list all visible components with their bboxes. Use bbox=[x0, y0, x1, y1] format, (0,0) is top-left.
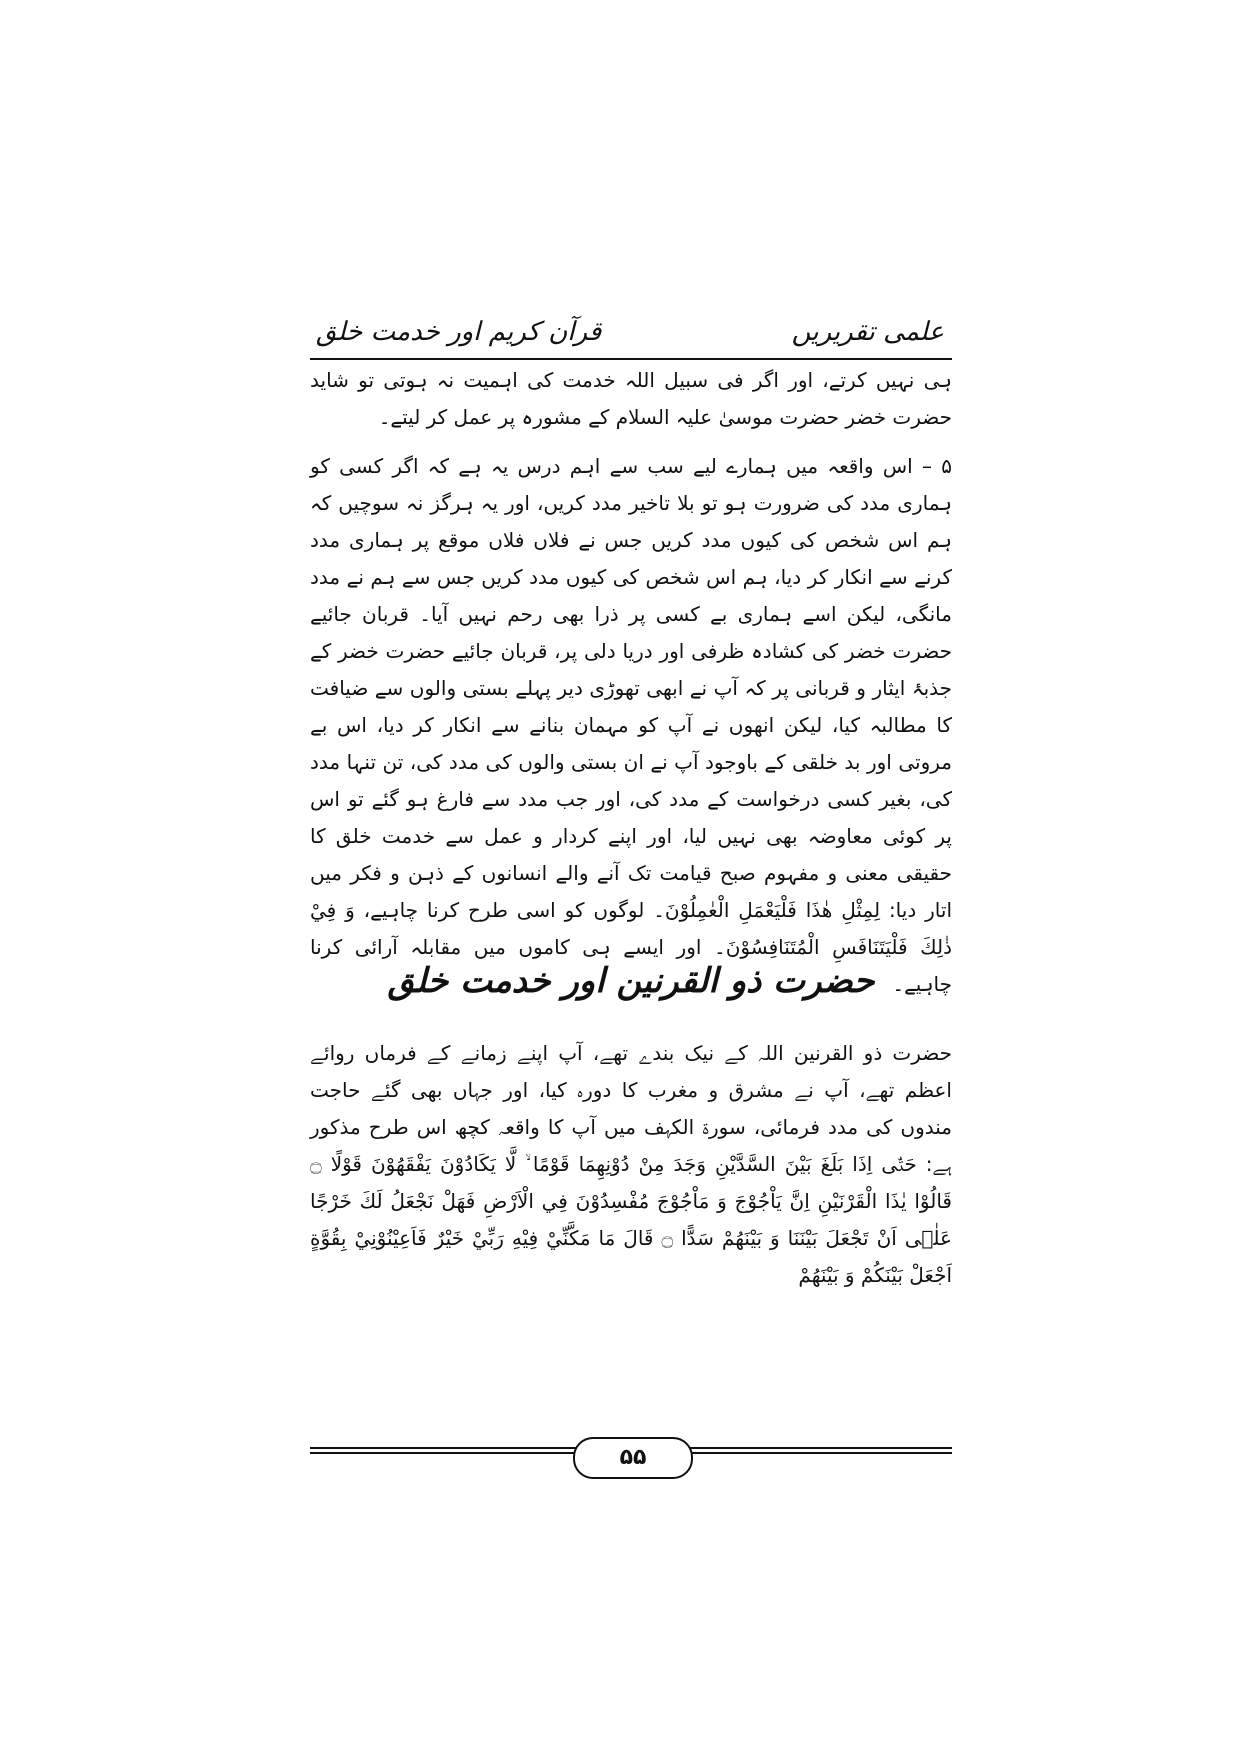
paragraph-dhul-qarnayn bbox=[310, 1035, 952, 1294]
book-title: علمی تقریریں bbox=[791, 317, 944, 347]
section-heading: حضرت ذو القرنین اور خدمت خلق bbox=[387, 961, 875, 1001]
chapter-title: قرآن کریم اور خدمت خلق bbox=[316, 317, 602, 347]
paragraph-text: ہی نہیں کرتے، اور اگر فی سبیل اللہ خدمت کی اہمیت نہ ہوتی تو شاید حضرت خضر حضرت موسیٰ علیہ السلام کے مشورہ پر عمل کر لیتے۔ bbox=[310, 368, 952, 429]
paragraph-text: ۵ – اس واقعہ میں ہمارے لیے سب سے اہم درس یہ ہے کہ اگر کسی کو ہماری مدد کی ضرورت ہو تو بلا تاخیر مدد کریں، اور یہ ہرگز نہ سوچیں کہ ہم اس شخص کی کیوں مدد کریں جس نے فلاں فلاں موقع پر ہماری مدد کرنے سے انکار کر دیا، ہم اس شخص کی کیوں مدد کریں جس سے ہم نے مدد مانگی، لیکن اسے ہماری بے کسی پر ذرا بھی رحم نہیں آیا۔ قربان جائیے حضرت خضر کی کشادہ ظرفی اور دریا دلی پر، قربان جائیے حضرت خضر کے جذبۂ ایثار و قربانی پر کہ آپ نے ابھی تھوڑی دیر پہلے بستی والوں سے ضیافت کا مطالبہ کیا، لیکن انھوں نے آپ کو مہمان بنانے سے انکار کر دیا، اس بے مروتی اور بد خلقی کے باوجود آپ نے ان بستی والوں کی مدد کی، تن تنہا مدد کی، بغیر کسی درخواست کے مدد کی، اور جب مدد سے فارغ ہو گئے تو اس پر کوئی معاوضہ بھی نہیں لیا، اور اپنے کردار و عمل سے خدمت خلق کا حقیقی معنی و مفہوم صبح قیامت تک آنے والے انسانوں کے ذہن و فکر میں اتار دیا: لِمِثْلِ هٰذَا فَلْيَعْمَلِ الْعٰمِلُوْنَ۔ لوگوں کو اسی طرح کرنا چاہیے، وَ فِيْ ذٰلِكَ فَلْيَتَنَافَسِ الْمُتَنَافِسُوْنَ۔ اور ایسے ہی کاموں میں مقابلہ آرائی کرنا چاہیے۔ bbox=[310, 454, 952, 996]
paragraph-lesson-five bbox=[310, 448, 952, 1003]
page-number: ۵۵ bbox=[573, 1437, 693, 1479]
paragraph-continuation bbox=[310, 362, 952, 436]
running-header bbox=[310, 312, 950, 356]
header-divider bbox=[310, 358, 952, 360]
paragraph-text: حضرت ذو القرنین اللہ کے نیک بندے تھے، آپ اپنے زمانے کے فرماں روائے اعظم تھے، آپ نے مشرق و مغرب کا دورہ کیا، اور جہاں بھی گئے حاجت مندوں کی مدد فرمائی، سورۃ الکہف میں آپ کا واقعہ کچھ اس طرح مذکور ہے: حَتّٰۤى اِذَا بَلَغَ بَيْنَ السَّدَّيْنِ وَجَدَ مِنْ دُوْنِهِمَا قَوْمًا ۙ لَّا يَكَادُوْنَ يَفْقَهُوْنَ قَوْلًا ۝ قَالُوْا يٰذَا الْقَرْنَيْنِ اِنَّ يَاْجُوْجَ وَ مَاْجُوْجَ مُفْسِدُوْنَ فِي الْاَرْضِ فَهَلْ نَجْعَلُ لَكَ خَرْجًا عَلٰۤى اَنْ تَجْعَلَ بَيْنَنَا وَ بَيْنَهُمْ سَدًّا ۝ قَالَ مَا مَكَّنِّيْ فِيْهِ رَبِّيْ خَيْرٌ فَاَعِيْنُوْنِيْ بِقُوَّةٍ اَجْعَلْ بَيْنَكُمْ وَ بَيْنَهُمْ bbox=[310, 1041, 952, 1287]
